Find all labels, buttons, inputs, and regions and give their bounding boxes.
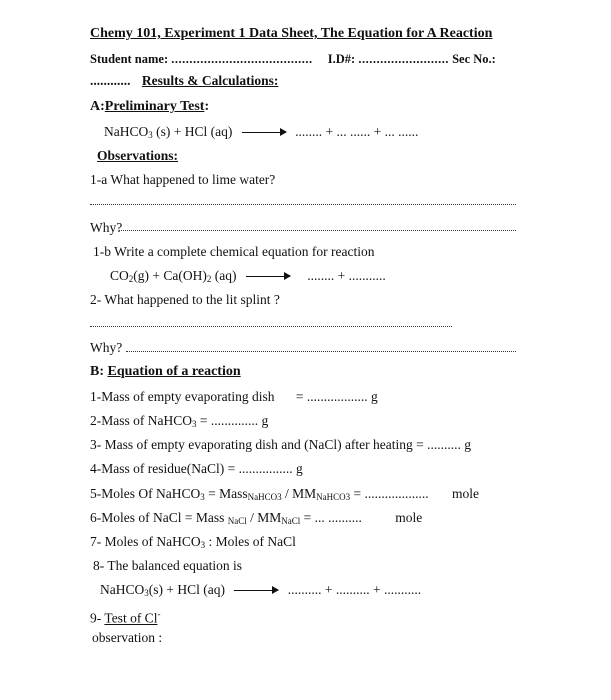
co2-caoh-text: (g) + Ca(OH) — [133, 268, 207, 283]
results-heading — [90, 73, 278, 89]
co2-products-blank[interactable]: ........ + ........... — [307, 268, 386, 283]
test-9-title: Test of Cl — [104, 610, 158, 626]
results-label: Results & Calculations: — [141, 73, 279, 88]
part-b-heading — [90, 364, 241, 380]
student-name-blank[interactable]: ....................................... — [171, 52, 313, 66]
id-blank[interactable]: ......................... — [358, 52, 449, 66]
moles-nacl-blank[interactable]: = ... .......... — [300, 510, 362, 525]
question-2: 2- What happened to the lit splint ? — [90, 292, 280, 307]
balanced-products-blank[interactable]: .......... + .......... + ........... — [287, 582, 422, 597]
row-mass-after-heating: 3- Mass of empty evaporating dish and (NaCl) after heating = .......... g — [90, 437, 472, 452]
reaction-arrow-icon — [242, 132, 286, 133]
co2-equation — [110, 268, 386, 284]
observation-label: observation : — [92, 630, 163, 645]
balanced-nahco3: NaHCO — [100, 582, 145, 597]
part-b-title: Equation of a reaction — [107, 364, 241, 379]
moles-nacl-unit: mole — [395, 510, 423, 525]
results-dots: ............ — [90, 73, 131, 88]
moles-nahco3-subscript: 3 — [200, 492, 205, 502]
part-a-title: Preliminary Test — [104, 99, 205, 114]
observations-heading: Observations: — [97, 148, 178, 163]
mass-nahco3-blank[interactable]: = .............. g — [196, 413, 269, 428]
why-1 — [90, 220, 122, 236]
test-of-chloride — [90, 606, 160, 627]
part-a-heading — [90, 99, 209, 115]
moles-nahco3-mm: / MM — [281, 486, 317, 501]
nahco3-subscript: 3 — [148, 130, 153, 140]
row-mass-dish — [90, 389, 378, 405]
section-label: Sec No.: — [452, 52, 496, 66]
row-mole-ratio — [90, 534, 296, 550]
mm-sub-nacl: NaCl — [281, 516, 301, 526]
row-moles-nahco3 — [90, 486, 479, 502]
answer-line-why-2[interactable] — [126, 351, 516, 352]
co2-formula: CO — [110, 268, 129, 283]
part-a-colon: : — [204, 99, 210, 114]
reactant-nahco3: NaHCO — [104, 124, 149, 139]
mole-ratio-nahco3: 7- Moles of NaHCO — [90, 534, 201, 549]
page-title: Chemy 101, Experiment 1 Data Sheet, The Equation for A Reaction — [90, 26, 493, 41]
mole-ratio-nacl: : Moles of NaCl — [205, 534, 296, 549]
mass-dish-blank[interactable]: = .................. g — [295, 389, 378, 404]
answer-line-why-1[interactable] — [119, 230, 516, 231]
moles-nahco3-label: 5-Moles Of NaHCO — [90, 486, 201, 501]
student-info-row — [90, 51, 496, 67]
row-mass-residue: 4-Mass of residue(NaCl) = ................ g — [90, 461, 303, 476]
part-a-prefix: A: — [90, 99, 105, 114]
balanced-nahco3-subscript: 3 — [144, 588, 149, 598]
why-2 — [90, 340, 122, 356]
answer-line-2[interactable] — [90, 326, 452, 327]
mole-ratio-subscript: 3 — [200, 540, 206, 550]
part-b-prefix: B: — [90, 364, 104, 379]
answer-line-1a[interactable] — [90, 204, 516, 205]
preliminary-equation — [104, 124, 418, 140]
mass-dish-label: 1-Mass of empty evaporating dish — [90, 389, 275, 404]
moles-nahco3-mass: = Mass — [204, 486, 248, 501]
why-2-label: Why? — [90, 340, 123, 355]
mm-sub-nahco3: NaHCO3 — [316, 492, 351, 502]
balanced-reactants: (s) + HCl (aq) — [148, 582, 225, 597]
test-9-prefix: 9- — [90, 610, 105, 626]
caoh-state: (aq) — [214, 268, 237, 283]
products-blank[interactable]: ........ + ... ...... + ... ...... — [295, 124, 419, 139]
moles-nahco3-blank[interactable]: = ................... — [350, 486, 429, 501]
row-moles-nacl — [90, 510, 422, 526]
moles-nacl-label: 6-Moles of NaCl = Mass — [90, 510, 228, 525]
student-name-label: Student name: — [90, 52, 169, 66]
mass-nahco3-subscript: 3 — [192, 419, 197, 429]
mass-nahco3-label: 2-Mass of NaHCO — [90, 413, 192, 428]
mass-sub-nacl: NaCl — [227, 516, 247, 526]
question-1a: 1-a What happened to lime water? — [90, 172, 276, 187]
moles-nacl-mm: / MM — [246, 510, 282, 525]
row-balanced-equation: 8- The balanced equation is — [93, 558, 242, 573]
reactant-states: (s) + HCl (aq) — [156, 124, 233, 139]
balanced-equation — [100, 582, 421, 598]
question-1b: 1-b Write a complete chemical equation for reaction — [93, 244, 375, 259]
reaction-arrow-icon — [234, 590, 278, 591]
why-1-label: Why? — [90, 220, 123, 235]
mass-sub-nahco3: NaHCO3 — [247, 492, 282, 502]
caoh-subscript: 2 — [206, 274, 212, 284]
chloride-superscript: - — [157, 609, 161, 619]
reaction-arrow-icon — [246, 276, 290, 277]
moles-nahco3-unit: mole — [452, 486, 480, 501]
row-mass-nahco3 — [90, 413, 268, 429]
co2-subscript: 2 — [128, 274, 134, 284]
id-label: I.D#: — [327, 52, 356, 66]
